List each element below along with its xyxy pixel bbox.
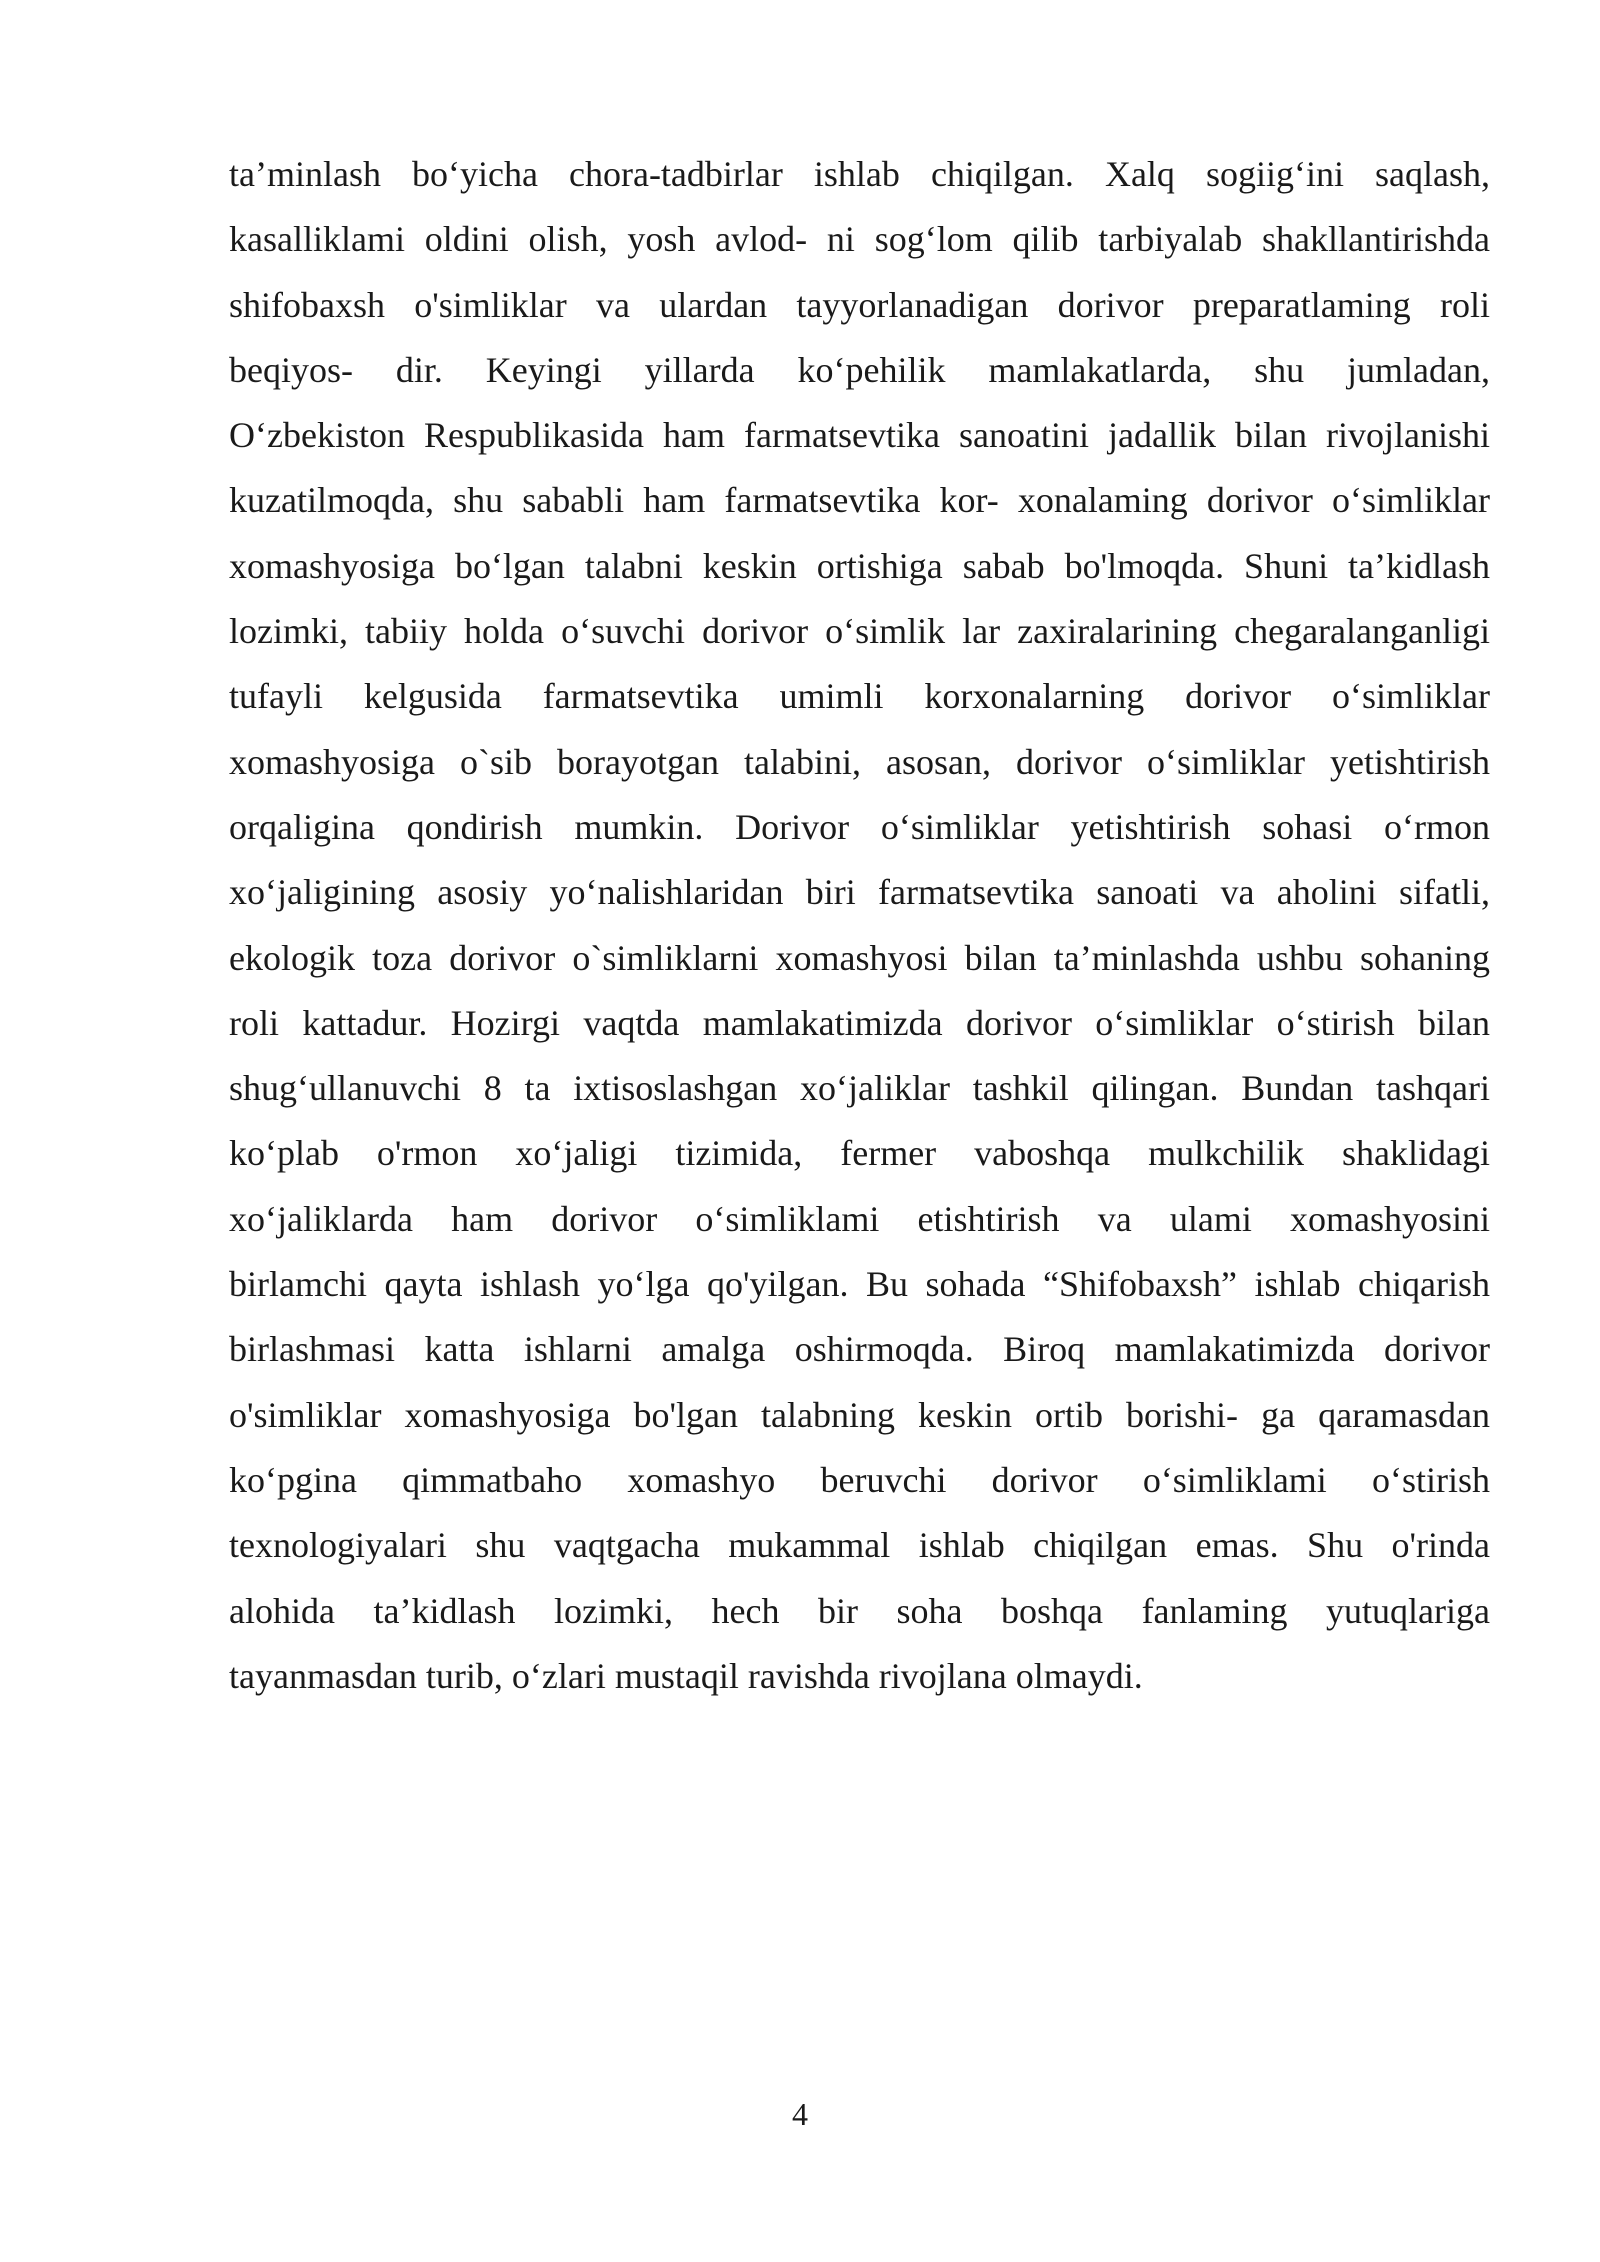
text-line: birlashmasi katta ishlarni amalga oshirmoqda. Biroq mamlakatimizda dorivor [229, 1329, 1490, 1370]
text-line: lozimki, tabiiy holda o‘suvchi dorivor o‘simlik lar zaxiralarining chegaralanganligi [229, 611, 1490, 652]
text-line: tufayli kelgusida farmatsevtika umimli korxonalarning dorivor o‘simliklar [229, 676, 1490, 717]
text-line: texnologiyalari shu vaqtgacha mukammal ishlab chiqilgan emas. Shu o'rinda [229, 1525, 1490, 1566]
text-line: shifobaxsh o'simliklar va ulardan tayyorlanadigan dorivor preparatlaming roli [229, 284, 1490, 325]
text-line: xomashyosiga bo‘lgan talabni keskin ortishiga sabab bo'lmoqda. Shuni ta’kidlash [229, 545, 1490, 586]
text-line: kasalliklami oldini olish, yosh avlod- ni sog‘lom qilib tarbiyalab shakllantirishda [229, 219, 1490, 260]
text-line: kuzatilmoqda, shu sababli ham farmatsevtika kor- xonalaming dorivor o‘simliklar [229, 480, 1490, 521]
text-line: shug‘ullanuvchi 8 ta ixtisoslashgan xo‘jaliklar tashkil qilingan. Bundan tashqari [229, 1068, 1490, 1109]
text-line: o'simliklar xomashyosiga bo'lgan talabning keskin ortib borishi- ga qaramasdan [229, 1394, 1490, 1435]
text-line: ko‘plab o'rmon xo‘jaligi tizimida, fermer vaboshqa mulkchilik shaklidagi [229, 1133, 1490, 1174]
body-paragraph [229, 149, 1490, 1716]
text-line: ko‘pgina qimmatbaho xomashyo beruvchi dorivor o‘simliklami o‘stirish [229, 1459, 1490, 1500]
text-line: birlamchi qayta ishlash yo‘lga qo'yilgan. Bu sohada “Shifobaxsh” ishlab chiqarish [229, 1264, 1490, 1305]
text-line: alohida ta’kidlash lozimki, hech bir soha boshqa fanlaming yutuqlariga [229, 1590, 1490, 1631]
text-line: orqaligina qondirish mumkin. Dorivor o‘simliklar yetishtirish sohasi o‘rmon [229, 806, 1490, 847]
text-line: xo‘jaliklarda ham dorivor o‘simliklami etishtirish va ulami xomashyosini [229, 1198, 1490, 1239]
text-line: ekologik toza dorivor o`simliklarni xomashyosi bilan ta’minlashda ushbu sohaning [229, 937, 1490, 978]
text-line: roli kattadur. Hozirgi vaqtda mamlakatimizda dorivor o‘simliklar o‘stirish bilan [229, 1002, 1490, 1043]
text-line: beqiyos- dir. Keyingi yillarda ko‘pehilik mamlakatlarda, shu jumladan, [229, 349, 1490, 390]
text-line: xomashyosiga o`sib borayotgan talabini, asosan, dorivor o‘simliklar yetishtirish [229, 741, 1490, 782]
page-number: 4 [792, 2096, 808, 2132]
text-line: ta’minlash bo‘yicha chora-tadbirlar ishlab chiqilgan. Xalq sogiig‘ini saqlash, [229, 154, 1490, 194]
text-line-last: tayanmasdan turib, o‘zlari mustaqil ravishda rivojlana olmaydi. [229, 1655, 1143, 1696]
text-line: O‘zbekiston Respublikasida ham farmatsevtika sanoatini jadallik bilan rivojlanishi [229, 415, 1490, 456]
text-line: xo‘jaligining asosiy yo‘nalishlaridan biri farmatsevtika sanoati va aholini sifatli, [229, 872, 1490, 913]
